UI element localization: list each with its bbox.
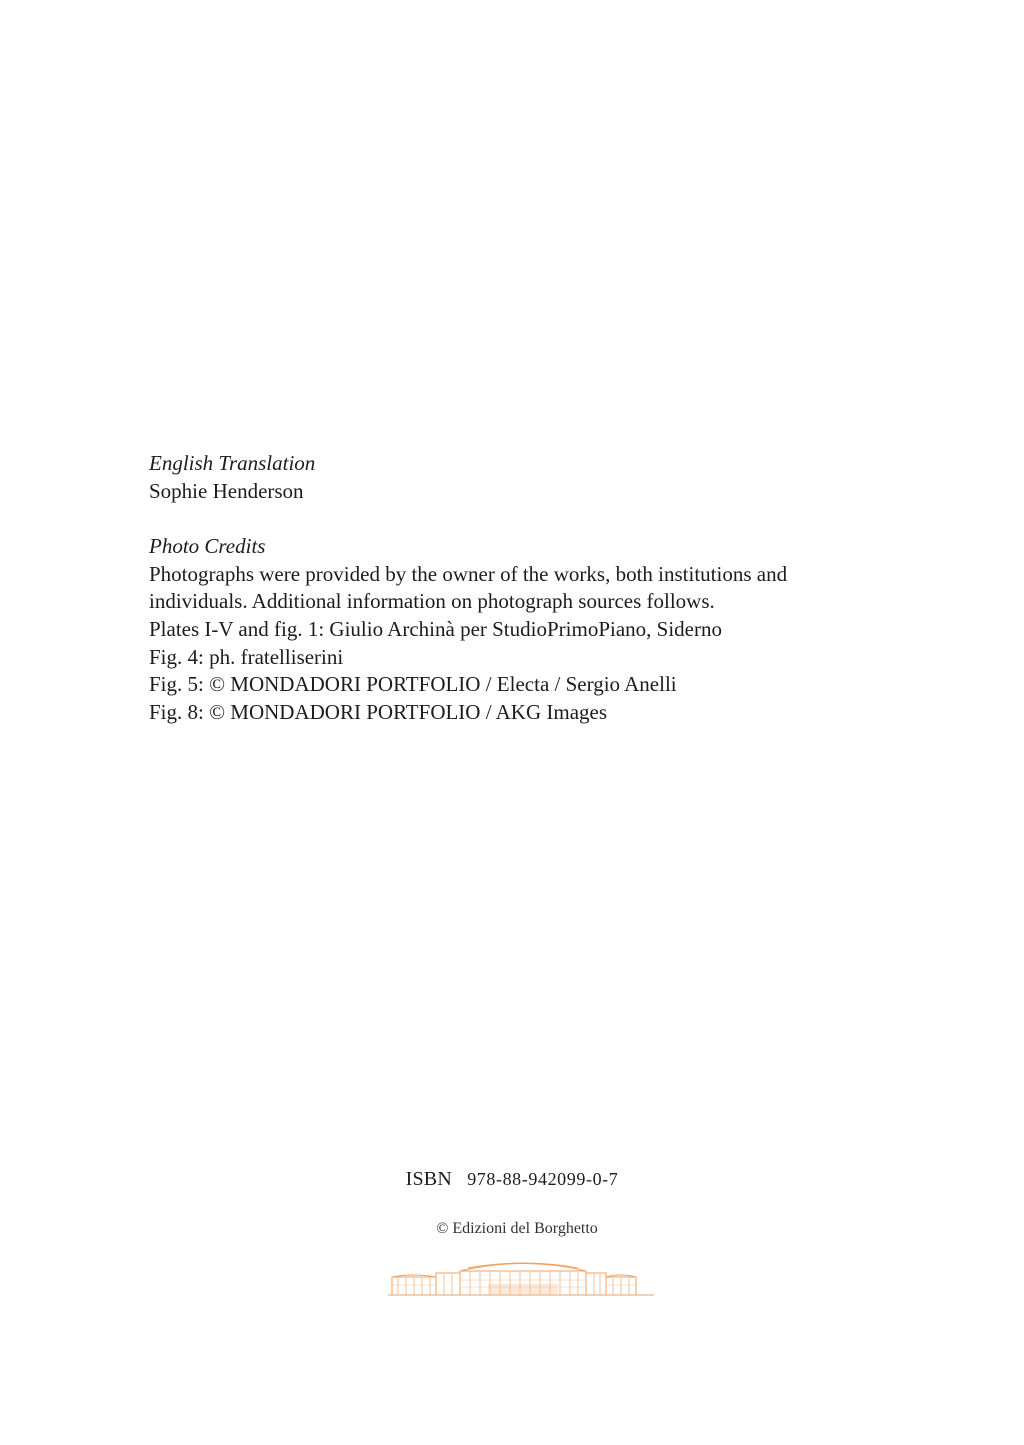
building-drawing-logo-icon (388, 1258, 654, 1298)
credit-line: Photographs were provided by the owner of the works, both institutions and (149, 561, 788, 586)
publisher-copyright: © Edizioni del Borghetto (436, 1220, 598, 1237)
credit-line: individuals. Additional information on photograph sources follows. (149, 589, 715, 614)
isbn-number: 978-88-942099-0-7 (467, 1169, 619, 1189)
spacer (149, 505, 909, 533)
isbn-line (0, 1168, 1024, 1191)
credit-line: Fig. 4: ph. fratelliserini (149, 644, 344, 669)
credit-line: Fig. 5: © MONDADORI PORTFOLIO / Electa / Sergio Anelli (149, 672, 677, 697)
credit-line: Fig. 8: © MONDADORI PORTFOLIO / AKG Images (149, 699, 608, 724)
translator-name: Sophie Henderson (149, 478, 304, 503)
photo-credits-heading: Photo Credits (149, 534, 266, 559)
credits-block (149, 450, 909, 726)
isbn-label: ISBN (405, 1168, 452, 1190)
credit-line: Plates I-V and fig. 1: Giulio Archinà per StudioPrimoPiano, Siderno (149, 616, 722, 641)
translation-heading: English Translation (149, 451, 316, 475)
